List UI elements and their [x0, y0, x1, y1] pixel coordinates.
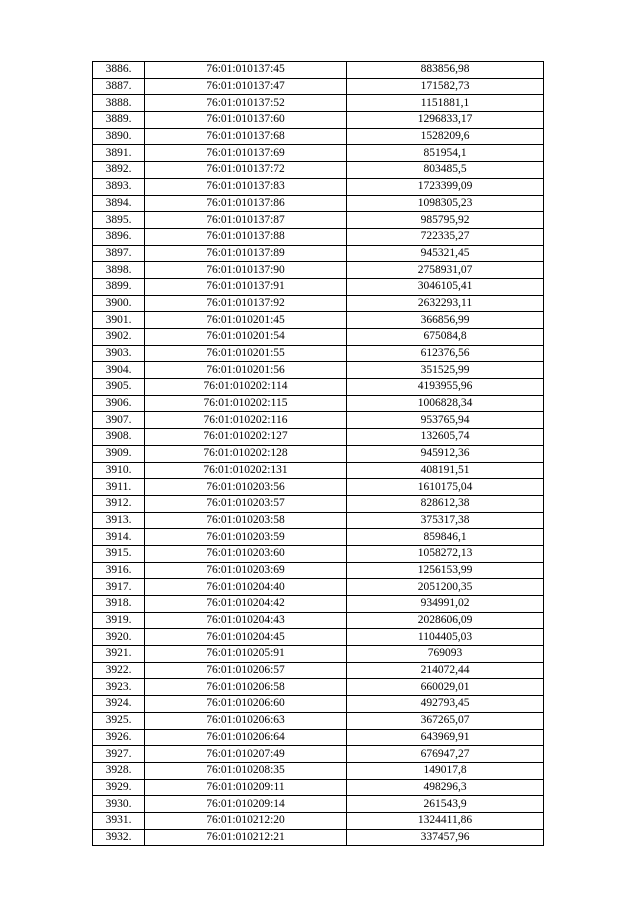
cadastral-value-cell: 1256153,99: [347, 562, 544, 579]
row-number-cell: 3898.: [93, 262, 145, 279]
table-row: [93, 746, 544, 763]
table-row: [93, 178, 544, 195]
row-number-cell: 3902.: [93, 329, 145, 346]
row-number-cell: 3895.: [93, 212, 145, 229]
cadastral-number-cell: 76:01:010203:59: [145, 529, 347, 546]
cadastral-value-cell: 375317,38: [347, 512, 544, 529]
cadastral-number-cell: 76:01:010206:57: [145, 662, 347, 679]
row-number-cell: 3901.: [93, 312, 145, 329]
row-number-cell: 3918.: [93, 596, 145, 613]
table-row: [93, 562, 544, 579]
cadastral-value-cell: 883856,98: [347, 62, 544, 79]
cadastral-number-cell: 76:01:010206:60: [145, 696, 347, 713]
table-row: [93, 679, 544, 696]
row-number-cell: 3922.: [93, 662, 145, 679]
cadastral-value-cell: 4193955,96: [347, 379, 544, 396]
cadastral-number-cell: 76:01:010137:87: [145, 212, 347, 229]
cadastral-value-cell: 722335,27: [347, 228, 544, 245]
table-row: [93, 829, 544, 846]
row-number-cell: 3904.: [93, 362, 145, 379]
table-row: [93, 395, 544, 412]
cadastral-number-cell: 76:01:010137:68: [145, 128, 347, 145]
table-row: [93, 78, 544, 95]
cadastral-number-cell: 76:01:010137:92: [145, 295, 347, 312]
row-number-cell: 3932.: [93, 829, 145, 846]
table-row: [93, 162, 544, 179]
cadastral-number-cell: 76:01:010212:21: [145, 829, 347, 846]
cadastral-value-cell: 171582,73: [347, 78, 544, 95]
cadastral-number-cell: 76:01:010137:60: [145, 112, 347, 129]
table-row: [93, 479, 544, 496]
row-number-cell: 3921.: [93, 646, 145, 663]
cadastral-number-cell: 76:01:010206:63: [145, 712, 347, 729]
cadastral-value-cell: 675084,8: [347, 329, 544, 346]
row-number-cell: 3909.: [93, 445, 145, 462]
cadastral-number-cell: 76:01:010137:52: [145, 95, 347, 112]
row-number-cell: 3907.: [93, 412, 145, 429]
cadastral-value-cell: 2028606,09: [347, 612, 544, 629]
row-number-cell: 3917.: [93, 579, 145, 596]
cadastral-value-table: [92, 61, 544, 846]
cadastral-number-cell: 76:01:010203:57: [145, 495, 347, 512]
table-row: [93, 445, 544, 462]
cadastral-value-cell: 828612,38: [347, 495, 544, 512]
cadastral-number-cell: 76:01:010202:114: [145, 379, 347, 396]
row-number-cell: 3925.: [93, 712, 145, 729]
cadastral-number-cell: 76:01:010137:69: [145, 145, 347, 162]
cadastral-number-cell: 76:01:010202:115: [145, 395, 347, 412]
cadastral-value-cell: 498296,3: [347, 779, 544, 796]
table-row: [93, 195, 544, 212]
row-number-cell: 3912.: [93, 495, 145, 512]
cadastral-value-cell: 934991,02: [347, 596, 544, 613]
cadastral-value-cell: 214072,44: [347, 662, 544, 679]
cadastral-value-cell: 3046105,41: [347, 278, 544, 295]
table-row: [93, 228, 544, 245]
row-number-cell: 3896.: [93, 228, 145, 245]
cadastral-value-cell: 612376,56: [347, 345, 544, 362]
cadastral-value-cell: 1058272,13: [347, 545, 544, 562]
row-number-cell: 3905.: [93, 379, 145, 396]
row-number-cell: 3930.: [93, 796, 145, 813]
table-row: [93, 696, 544, 713]
table-row: [93, 312, 544, 329]
row-number-cell: 3906.: [93, 395, 145, 412]
table-row: [93, 729, 544, 746]
cadastral-value-cell: 351525,99: [347, 362, 544, 379]
cadastral-number-cell: 76:01:010209:14: [145, 796, 347, 813]
row-number-cell: 3891.: [93, 145, 145, 162]
cadastral-number-cell: 76:01:010137:86: [145, 195, 347, 212]
cadastral-value-cell: 261543,9: [347, 796, 544, 813]
cadastral-value-cell: 1723399,09: [347, 178, 544, 195]
row-number-cell: 3928.: [93, 762, 145, 779]
cadastral-number-cell: 76:01:010206:64: [145, 729, 347, 746]
cadastral-value-cell: 676947,27: [347, 746, 544, 763]
table-row: [93, 278, 544, 295]
row-number-cell: 3892.: [93, 162, 145, 179]
cadastral-value-cell: 408191,51: [347, 462, 544, 479]
row-number-cell: 3908.: [93, 429, 145, 446]
row-number-cell: 3886.: [93, 62, 145, 79]
row-number-cell: 3923.: [93, 679, 145, 696]
cadastral-number-cell: 76:01:010137:90: [145, 262, 347, 279]
cadastral-number-cell: 76:01:010202:116: [145, 412, 347, 429]
row-number-cell: 3897.: [93, 245, 145, 262]
cadastral-value-cell: 132605,74: [347, 429, 544, 446]
table-row: [93, 212, 544, 229]
table-row: [93, 345, 544, 362]
cadastral-value-cell: 1610175,04: [347, 479, 544, 496]
cadastral-value-cell: 945321,45: [347, 245, 544, 262]
cadastral-number-cell: 76:01:010202:127: [145, 429, 347, 446]
cadastral-value-cell: 1104405,03: [347, 629, 544, 646]
cadastral-number-cell: 76:01:010207:49: [145, 746, 347, 763]
cadastral-number-cell: 76:01:010208:35: [145, 762, 347, 779]
cadastral-number-cell: 76:01:010209:11: [145, 779, 347, 796]
row-number-cell: 3916.: [93, 562, 145, 579]
cadastral-number-cell: 76:01:010203:69: [145, 562, 347, 579]
row-number-cell: 3894.: [93, 195, 145, 212]
row-number-cell: 3914.: [93, 529, 145, 546]
cadastral-number-cell: 76:01:010206:58: [145, 679, 347, 696]
table-row: [93, 295, 544, 312]
cadastral-value-cell: 985795,92: [347, 212, 544, 229]
cadastral-value-cell: 851954,1: [347, 145, 544, 162]
cadastral-number-cell: 76:01:010203:56: [145, 479, 347, 496]
table-row: [93, 412, 544, 429]
table-row: [93, 529, 544, 546]
table-row: [93, 662, 544, 679]
table-row: [93, 762, 544, 779]
table-row: [93, 512, 544, 529]
cadastral-value-cell: 953765,94: [347, 412, 544, 429]
table-row: [93, 245, 544, 262]
table-row: [93, 429, 544, 446]
cadastral-value-cell: 769093: [347, 646, 544, 663]
cadastral-number-cell: 76:01:010137:47: [145, 78, 347, 95]
cadastral-number-cell: 76:01:010204:40: [145, 579, 347, 596]
cadastral-number-cell: 76:01:010203:58: [145, 512, 347, 529]
table-body: [93, 62, 544, 846]
cadastral-number-cell: 76:01:010201:56: [145, 362, 347, 379]
row-number-cell: 3927.: [93, 746, 145, 763]
table-row: [93, 796, 544, 813]
table-row: [93, 329, 544, 346]
cadastral-number-cell: 76:01:010202:128: [145, 445, 347, 462]
cadastral-value-cell: 1296833,17: [347, 112, 544, 129]
cadastral-value-cell: 2758931,07: [347, 262, 544, 279]
table-row: [93, 62, 544, 79]
cadastral-number-cell: 76:01:010203:60: [145, 545, 347, 562]
row-number-cell: 3929.: [93, 779, 145, 796]
cadastral-value-cell: 367265,07: [347, 712, 544, 729]
cadastral-value-cell: 337457,96: [347, 829, 544, 846]
table-row: [93, 646, 544, 663]
table-row: [93, 112, 544, 129]
cadastral-value-cell: 149017,8: [347, 762, 544, 779]
table-row: [93, 362, 544, 379]
cadastral-number-cell: 76:01:010201:55: [145, 345, 347, 362]
cadastral-value-cell: 859846,1: [347, 529, 544, 546]
cadastral-number-cell: 76:01:010137:72: [145, 162, 347, 179]
row-number-cell: 3888.: [93, 95, 145, 112]
row-number-cell: 3913.: [93, 512, 145, 529]
row-number-cell: 3920.: [93, 629, 145, 646]
cadastral-number-cell: 76:01:010202:131: [145, 462, 347, 479]
row-number-cell: 3924.: [93, 696, 145, 713]
cadastral-value-cell: 492793,45: [347, 696, 544, 713]
table-row: [93, 629, 544, 646]
row-number-cell: 3889.: [93, 112, 145, 129]
cadastral-value-cell: 1151881,1: [347, 95, 544, 112]
table-row: [93, 462, 544, 479]
cadastral-value-cell: 1324411,86: [347, 812, 544, 829]
cadastral-number-cell: 76:01:010205:91: [145, 646, 347, 663]
cadastral-number-cell: 76:01:010137:91: [145, 278, 347, 295]
table-row: [93, 379, 544, 396]
cadastral-value-cell: 660029,01: [347, 679, 544, 696]
cadastral-value-cell: 2632293,11: [347, 295, 544, 312]
table-row: [93, 262, 544, 279]
cadastral-number-cell: 76:01:010137:89: [145, 245, 347, 262]
cadastral-number-cell: 76:01:010201:45: [145, 312, 347, 329]
table-row: [93, 145, 544, 162]
row-number-cell: 3919.: [93, 612, 145, 629]
cadastral-number-cell: 76:01:010212:20: [145, 812, 347, 829]
table-row: [93, 612, 544, 629]
cadastral-number-cell: 76:01:010204:45: [145, 629, 347, 646]
cadastral-value-cell: 643969,91: [347, 729, 544, 746]
cadastral-value-cell: 945912,36: [347, 445, 544, 462]
table-row: [93, 812, 544, 829]
table-row: [93, 579, 544, 596]
table-row: [93, 95, 544, 112]
table-row: [93, 495, 544, 512]
cadastral-number-cell: 76:01:010137:45: [145, 62, 347, 79]
cadastral-number-cell: 76:01:010201:54: [145, 329, 347, 346]
row-number-cell: 3890.: [93, 128, 145, 145]
table-row: [93, 779, 544, 796]
cadastral-value-cell: 366856,99: [347, 312, 544, 329]
row-number-cell: 3915.: [93, 545, 145, 562]
row-number-cell: 3893.: [93, 178, 145, 195]
cadastral-number-cell: 76:01:010204:43: [145, 612, 347, 629]
cadastral-number-cell: 76:01:010137:88: [145, 228, 347, 245]
row-number-cell: 3910.: [93, 462, 145, 479]
row-number-cell: 3900.: [93, 295, 145, 312]
cadastral-value-cell: 1528209,6: [347, 128, 544, 145]
cadastral-value-cell: 803485,5: [347, 162, 544, 179]
cadastral-value-cell: 2051200,35: [347, 579, 544, 596]
cadastral-value-cell: 1098305,23: [347, 195, 544, 212]
table-row: [93, 712, 544, 729]
row-number-cell: 3926.: [93, 729, 145, 746]
cadastral-value-cell: 1006828,34: [347, 395, 544, 412]
cadastral-number-cell: 76:01:010137:83: [145, 178, 347, 195]
row-number-cell: 3931.: [93, 812, 145, 829]
row-number-cell: 3903.: [93, 345, 145, 362]
row-number-cell: 3911.: [93, 479, 145, 496]
table-row: [93, 128, 544, 145]
table-row: [93, 596, 544, 613]
table-row: [93, 545, 544, 562]
row-number-cell: 3887.: [93, 78, 145, 95]
row-number-cell: 3899.: [93, 278, 145, 295]
cadastral-number-cell: 76:01:010204:42: [145, 596, 347, 613]
